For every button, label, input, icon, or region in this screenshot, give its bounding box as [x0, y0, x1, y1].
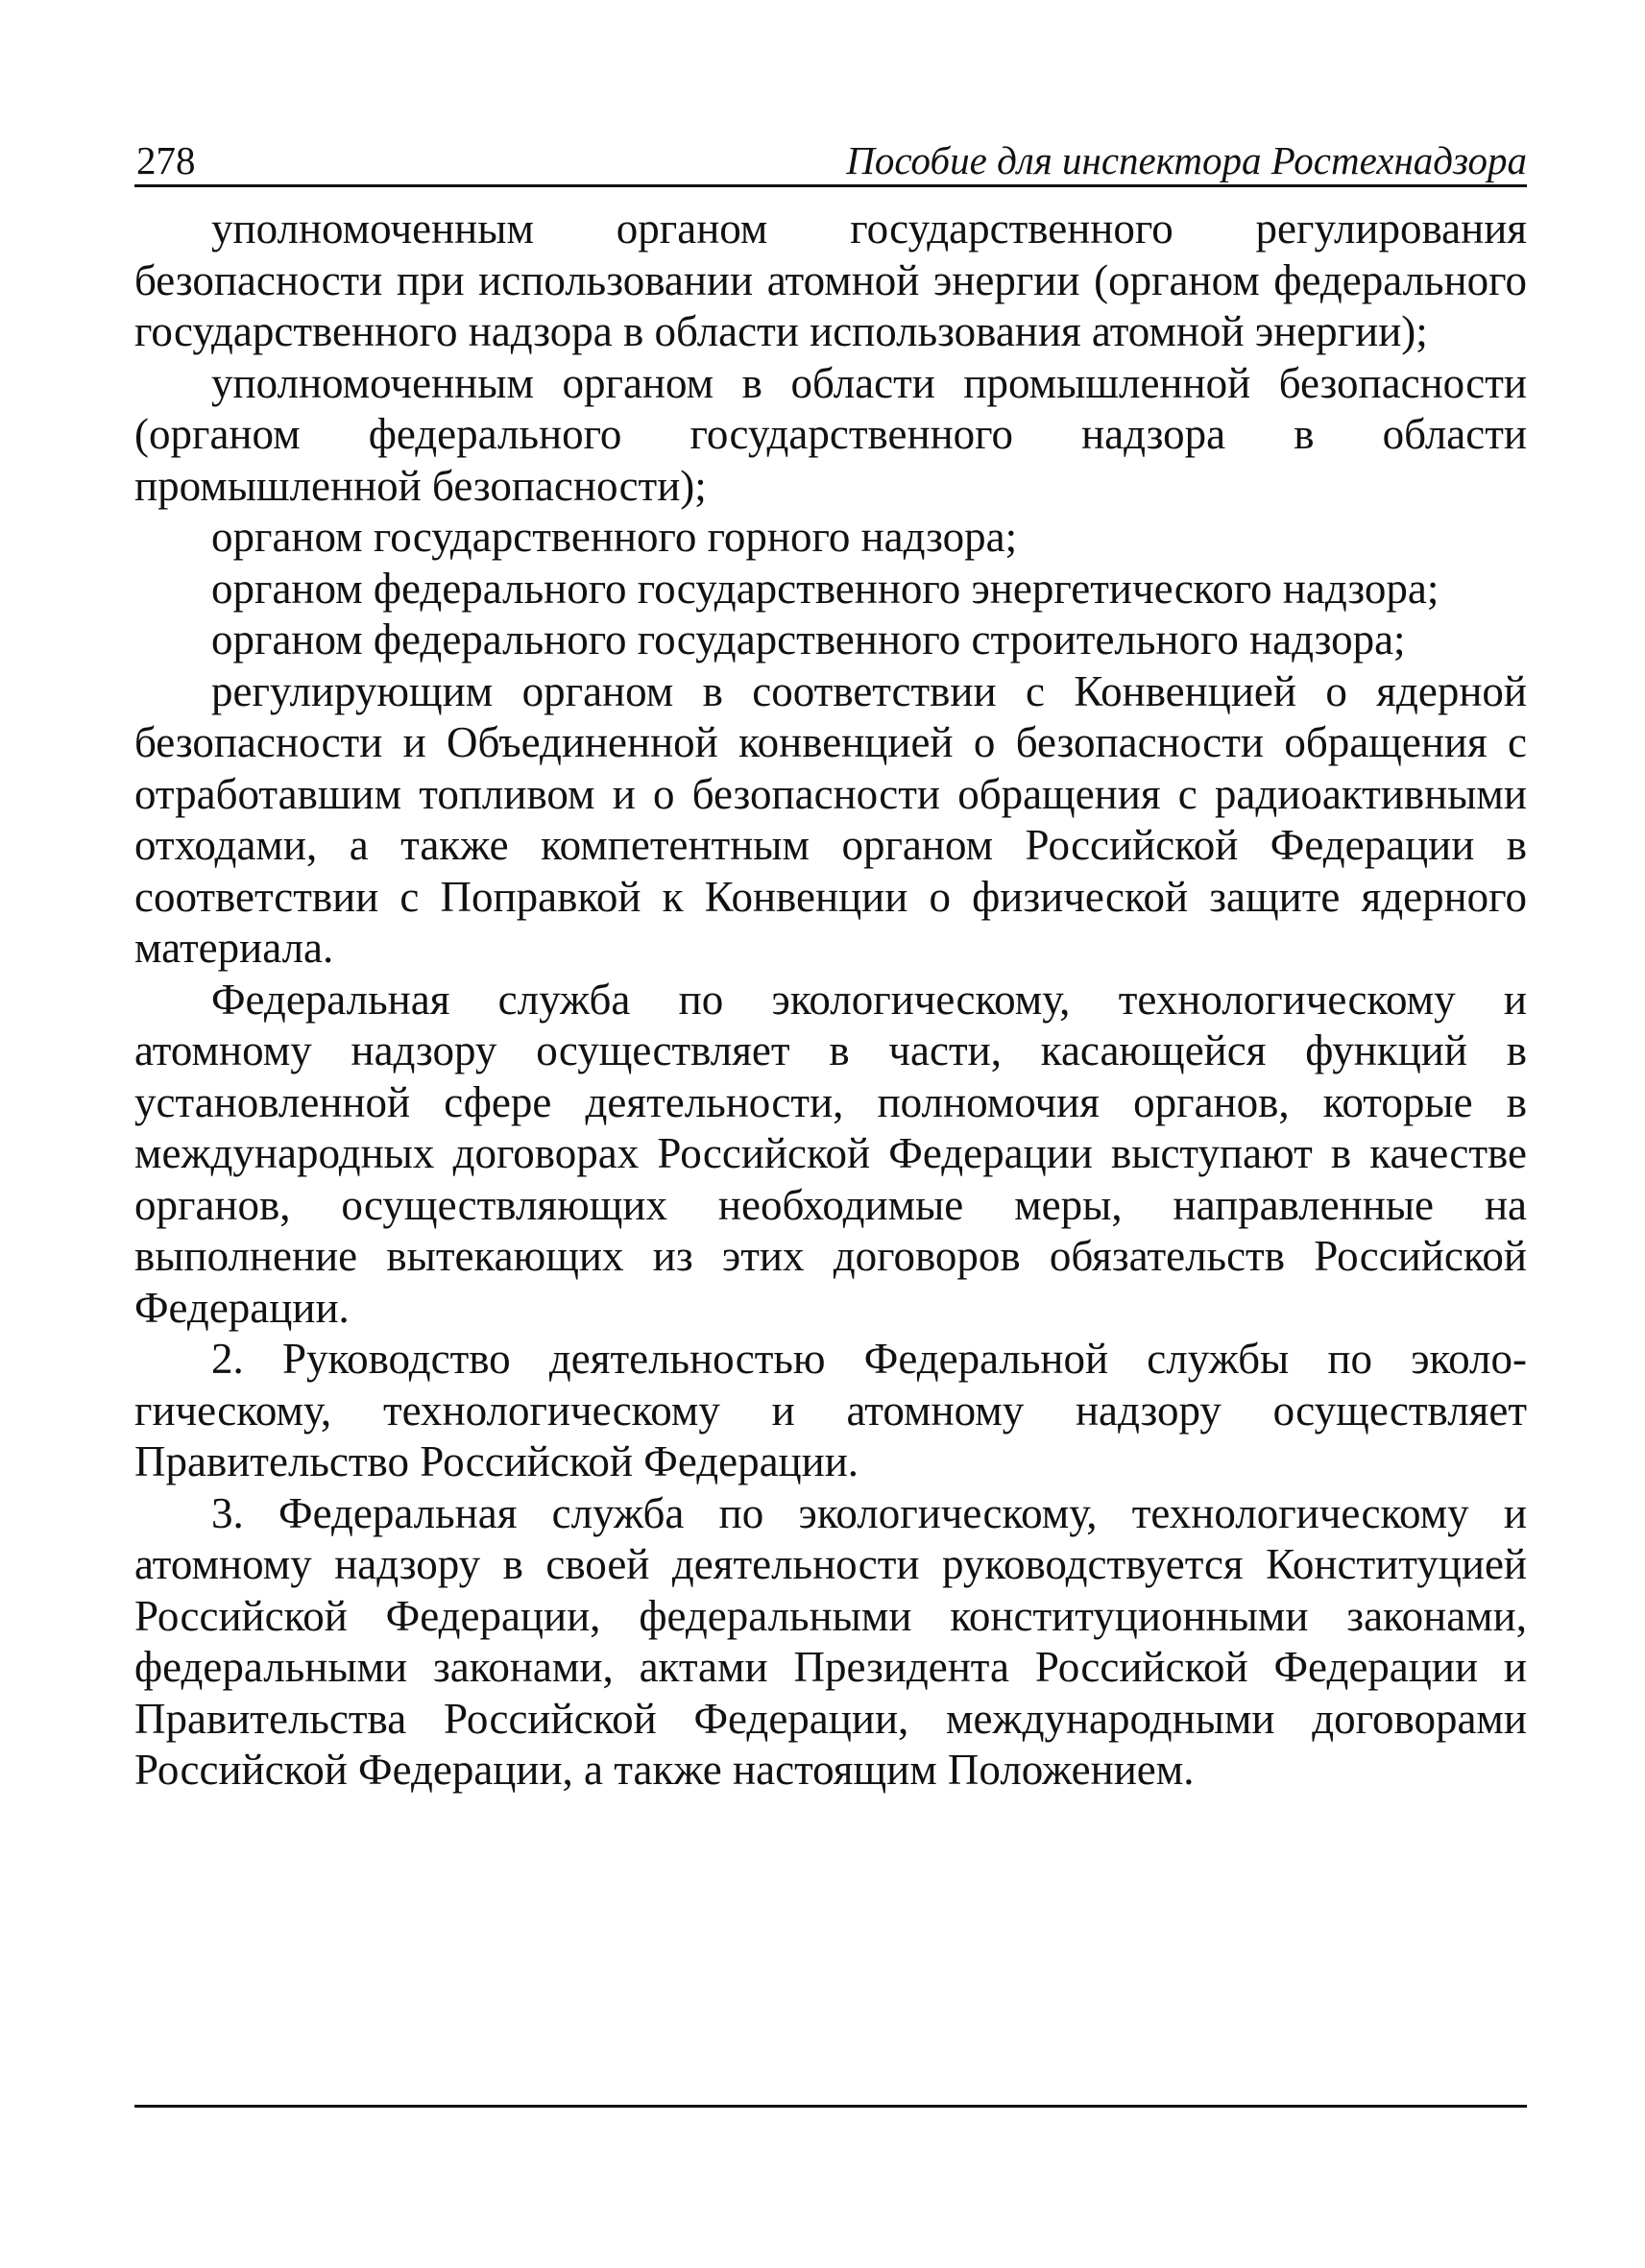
page-number: 278	[136, 138, 196, 182]
paragraph: органом федерального государственного строительного надзора;	[211, 615, 1406, 664]
paragraph: 2. Руководство деятельностью Федеральной службы по экологическому, технологическому и атомному надзору осуществляет Правительство Российской Федерации.	[134, 1335, 1527, 1485]
header-rule	[134, 184, 1527, 187]
paragraph: 3. Федеральная служба по экологическому, технологическому и атомному надзору в своей деятельности руководствуется Конституцией Российской Федерации, федеральными конституционными законами, федеральными законами, актами Президента Российской Федерации и Правительства Российской Федерации, международными договорами Российской Федерации, а также настоящим Положением.	[134, 1488, 1527, 1794]
paragraph: регулирующим органом в соответствии с Конвенцией о ядерной безопасности и Объединенной конвенцией о безопасности обращения с отработавшим топливом и о безопасности обращения с радиоактивными отходами, а также компетентным органом Российской Федерации в соответствии с Поправкой к Конвенции о физической защите ядерного материала.	[134, 666, 1527, 972]
running-title: Пособие для инспектора Ростехнадзора	[846, 138, 1527, 182]
paragraph: органом федерального государственного энергетического надзора;	[211, 564, 1439, 613]
footer-rule	[134, 2105, 1527, 2108]
body-text	[134, 204, 1527, 1797]
running-header	[134, 134, 1527, 184]
page-content	[134, 134, 1527, 2151]
paragraph: Федеральная служба по экологическому, технологическому и атомному надзору осуществляет в части, касающейся функций в установленной сфере деятельности, полномочия органов, которые в международных договорах Российской Федерации выступают в качестве органов, осуществляющих необходимые меры, направленные на выполнение вытекающих из этих договоров обязательств Российской Федерации.	[134, 975, 1527, 1332]
paragraph: уполномоченным органом в области промышленной безопасности (органом федерального государственного надзора в области промышленной безопасности);	[134, 358, 1527, 510]
paragraph: органом государственного горного надзора;	[211, 513, 1018, 561]
paragraph: уполномоченным органом государственного регулирования безопасности при использовании атомной энергии (органом федерального государственного надзора в области использования атомной энергии);	[134, 205, 1527, 355]
